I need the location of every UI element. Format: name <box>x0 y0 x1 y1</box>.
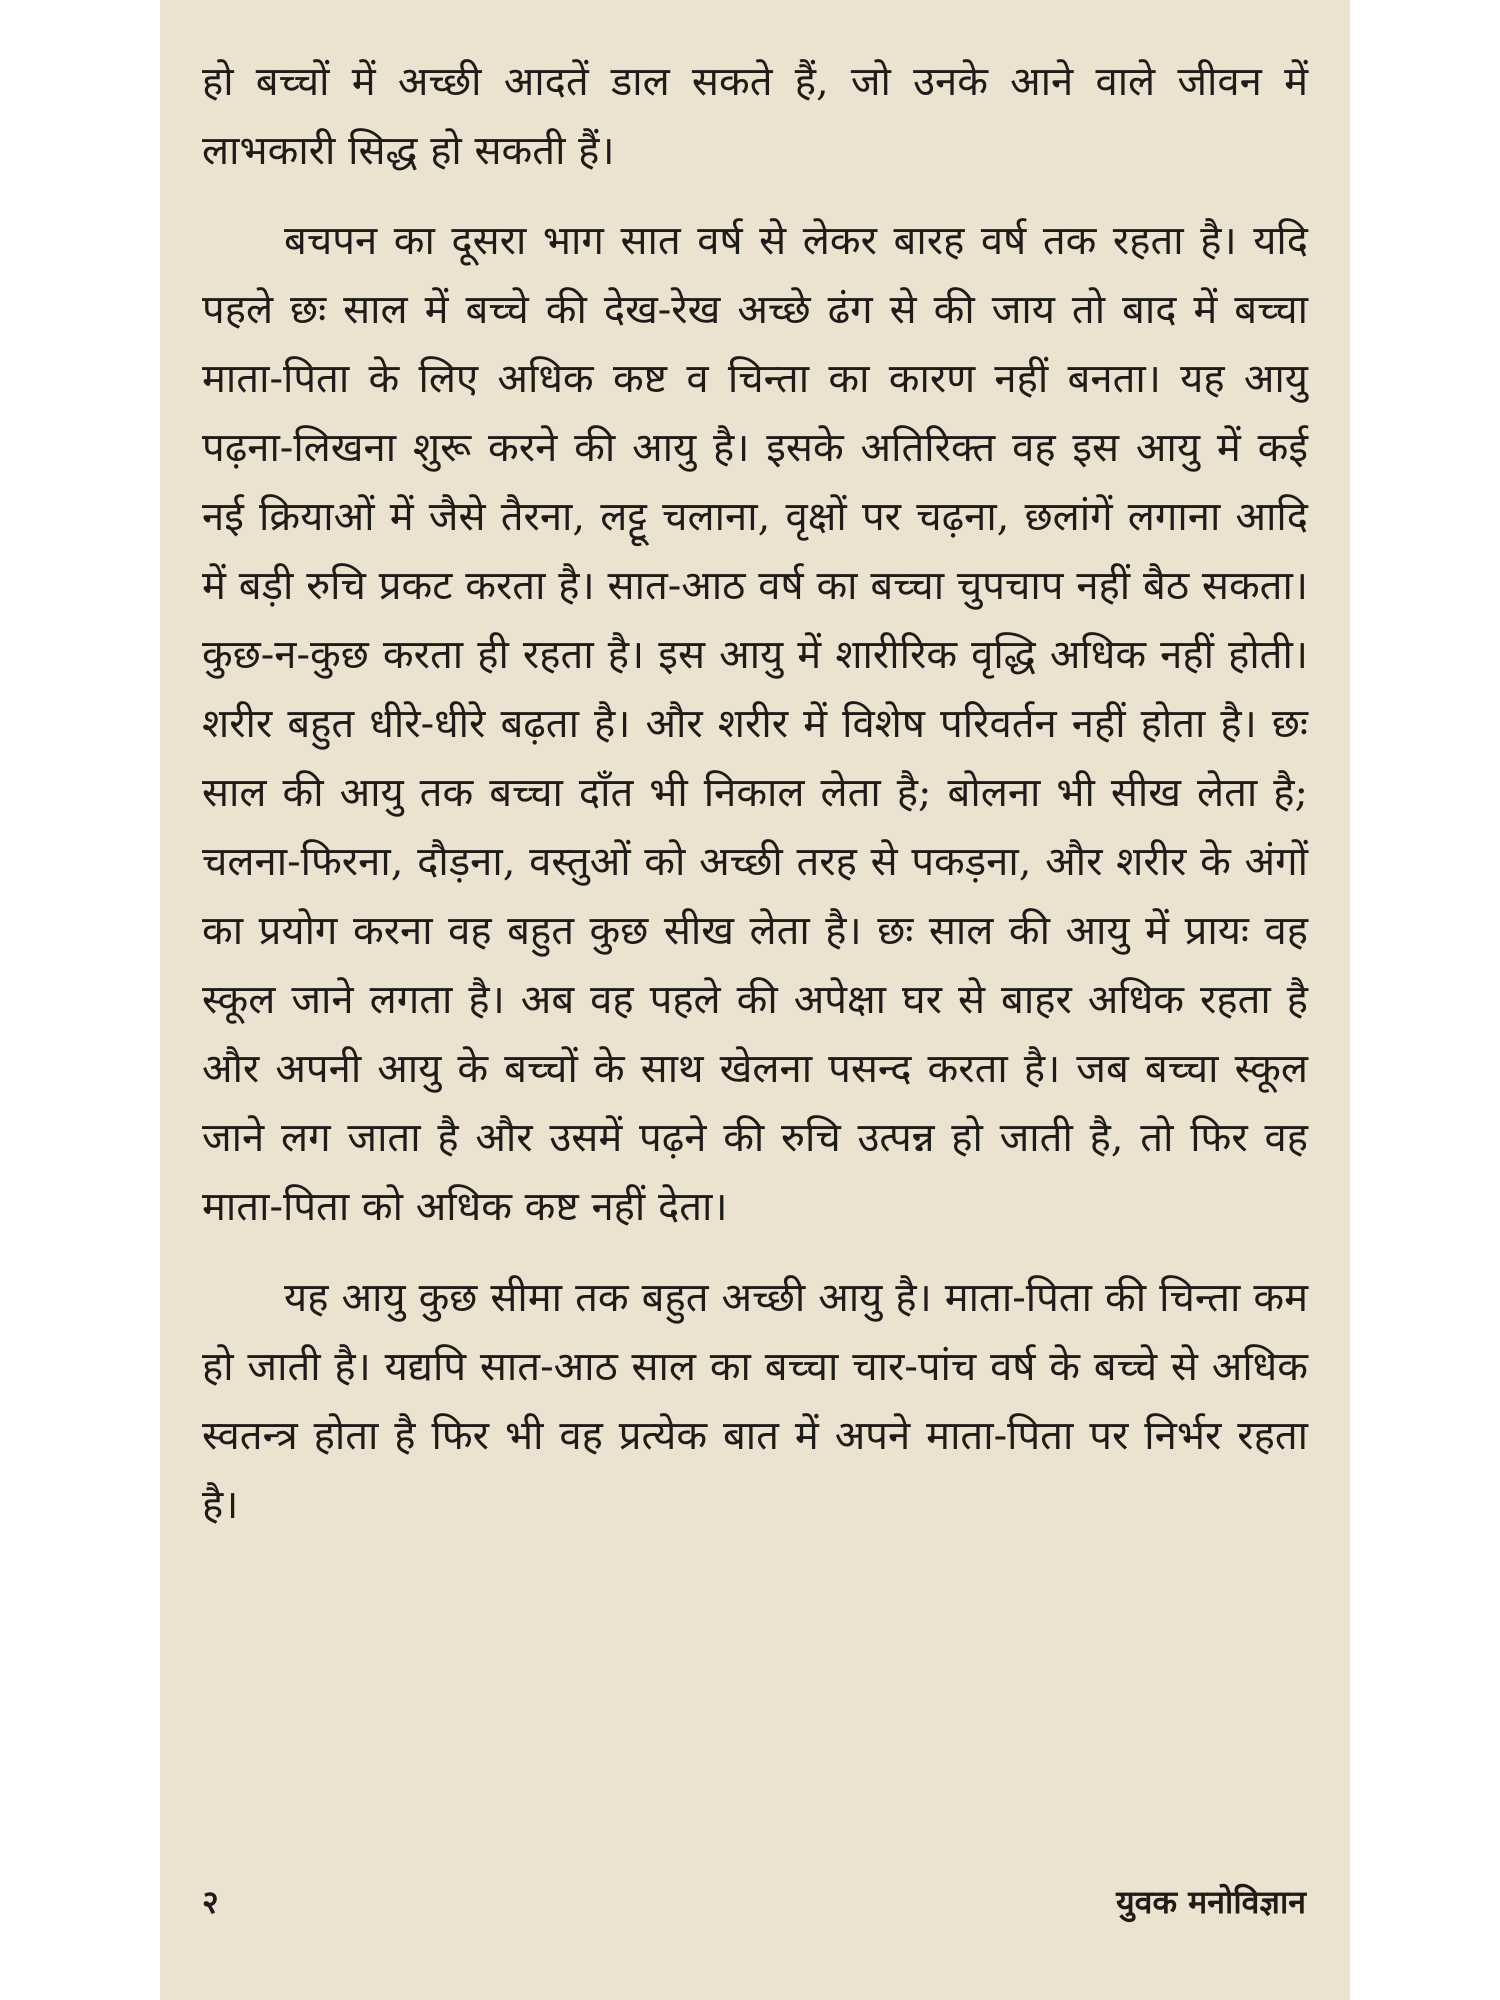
paragraph-continuation: हो बच्चों में अच्छी आदतें डाल सकते हैं, जो उनके आने वाले जीवन में लाभकारी सिद्ध हो सकती हैं। <box>202 59 1308 174</box>
page-body-text <box>202 48 1308 1540</box>
paragraph-good-age: यह आयु कुछ सीमा तक बहुत अच्छी आयु है। माता-पिता की चिन्ता कम हो जाती है। यद्यपि सात-आठ साल का बच्चा चार-पांच वर्ष के बच्चे से अधिक स्वतन्त्र होता है फिर भी वह प्रत्येक बात में अपने माता-पिता पर निर्भर रहता है। <box>202 1275 1308 1528</box>
book-title: युवक मनोविज्ञान <box>1116 1883 1306 1921</box>
page-number: २ <box>202 1883 219 1921</box>
book-page <box>160 0 1350 2000</box>
paragraph-childhood-second-stage: बचपन का दूसरा भाग सात वर्ष से लेकर बारह वर्ष तक रहता है। यदि पहले छः साल में बच्चे की देख-रेख अच्छे ढंग से की जाय तो बाद में बच्चा माता-पिता के लिए अधिक कष्ट व चिन्ता का कारण नहीं बनता। यह आयु पढ़ना-लिखना शुरू करने की आयु है। इसके अतिरिक्त वह इस आयु में कई नई क्रियाओं में जैसे तैरना, लट्टू चलाना, वृक्षों पर चढ़ना, छलांगें लगाना आदि में बड़ी रुचि प्रकट करता है। सात-आठ वर्ष का बच्चा चुपचाप नहीं बैठ सकता। कुछ-न-कुछ करता ही रहता है। इस आयु में शारीरिक वृद्धि अधिक नहीं होती। शरीर बहुत धीरे-धीरे बढ़ता है। और शरीर में विशेष परिवर्तन नहीं होता है। छः साल की आयु तक बच्चा दाँत भी निकाल लेता है; बोलना भी सीख लेता है; चलना-फिरना, दौड़ना, वस्तुओं को अच्छी तरह से पकड़ना, और शरीर के अंगों का प्रयोग करना वह बहुत कुछ सीख लेता है। छः साल की आयु में प्रायः वह स्कूल जाने लगता है। अब वह पहले की अपेक्षा घर से बाहर अधिक रहता है और अपनी आयु के बच्चों के साथ खेलना पसन्द करता है। जब बच्चा स्कूल जाने लग जाता है और उसमें पढ़ने की रुचि उत्पन्न हो जाती है, तो फिर वह माता-पिता को अधिक कष्ट नहीं देता। <box>202 218 1308 1230</box>
